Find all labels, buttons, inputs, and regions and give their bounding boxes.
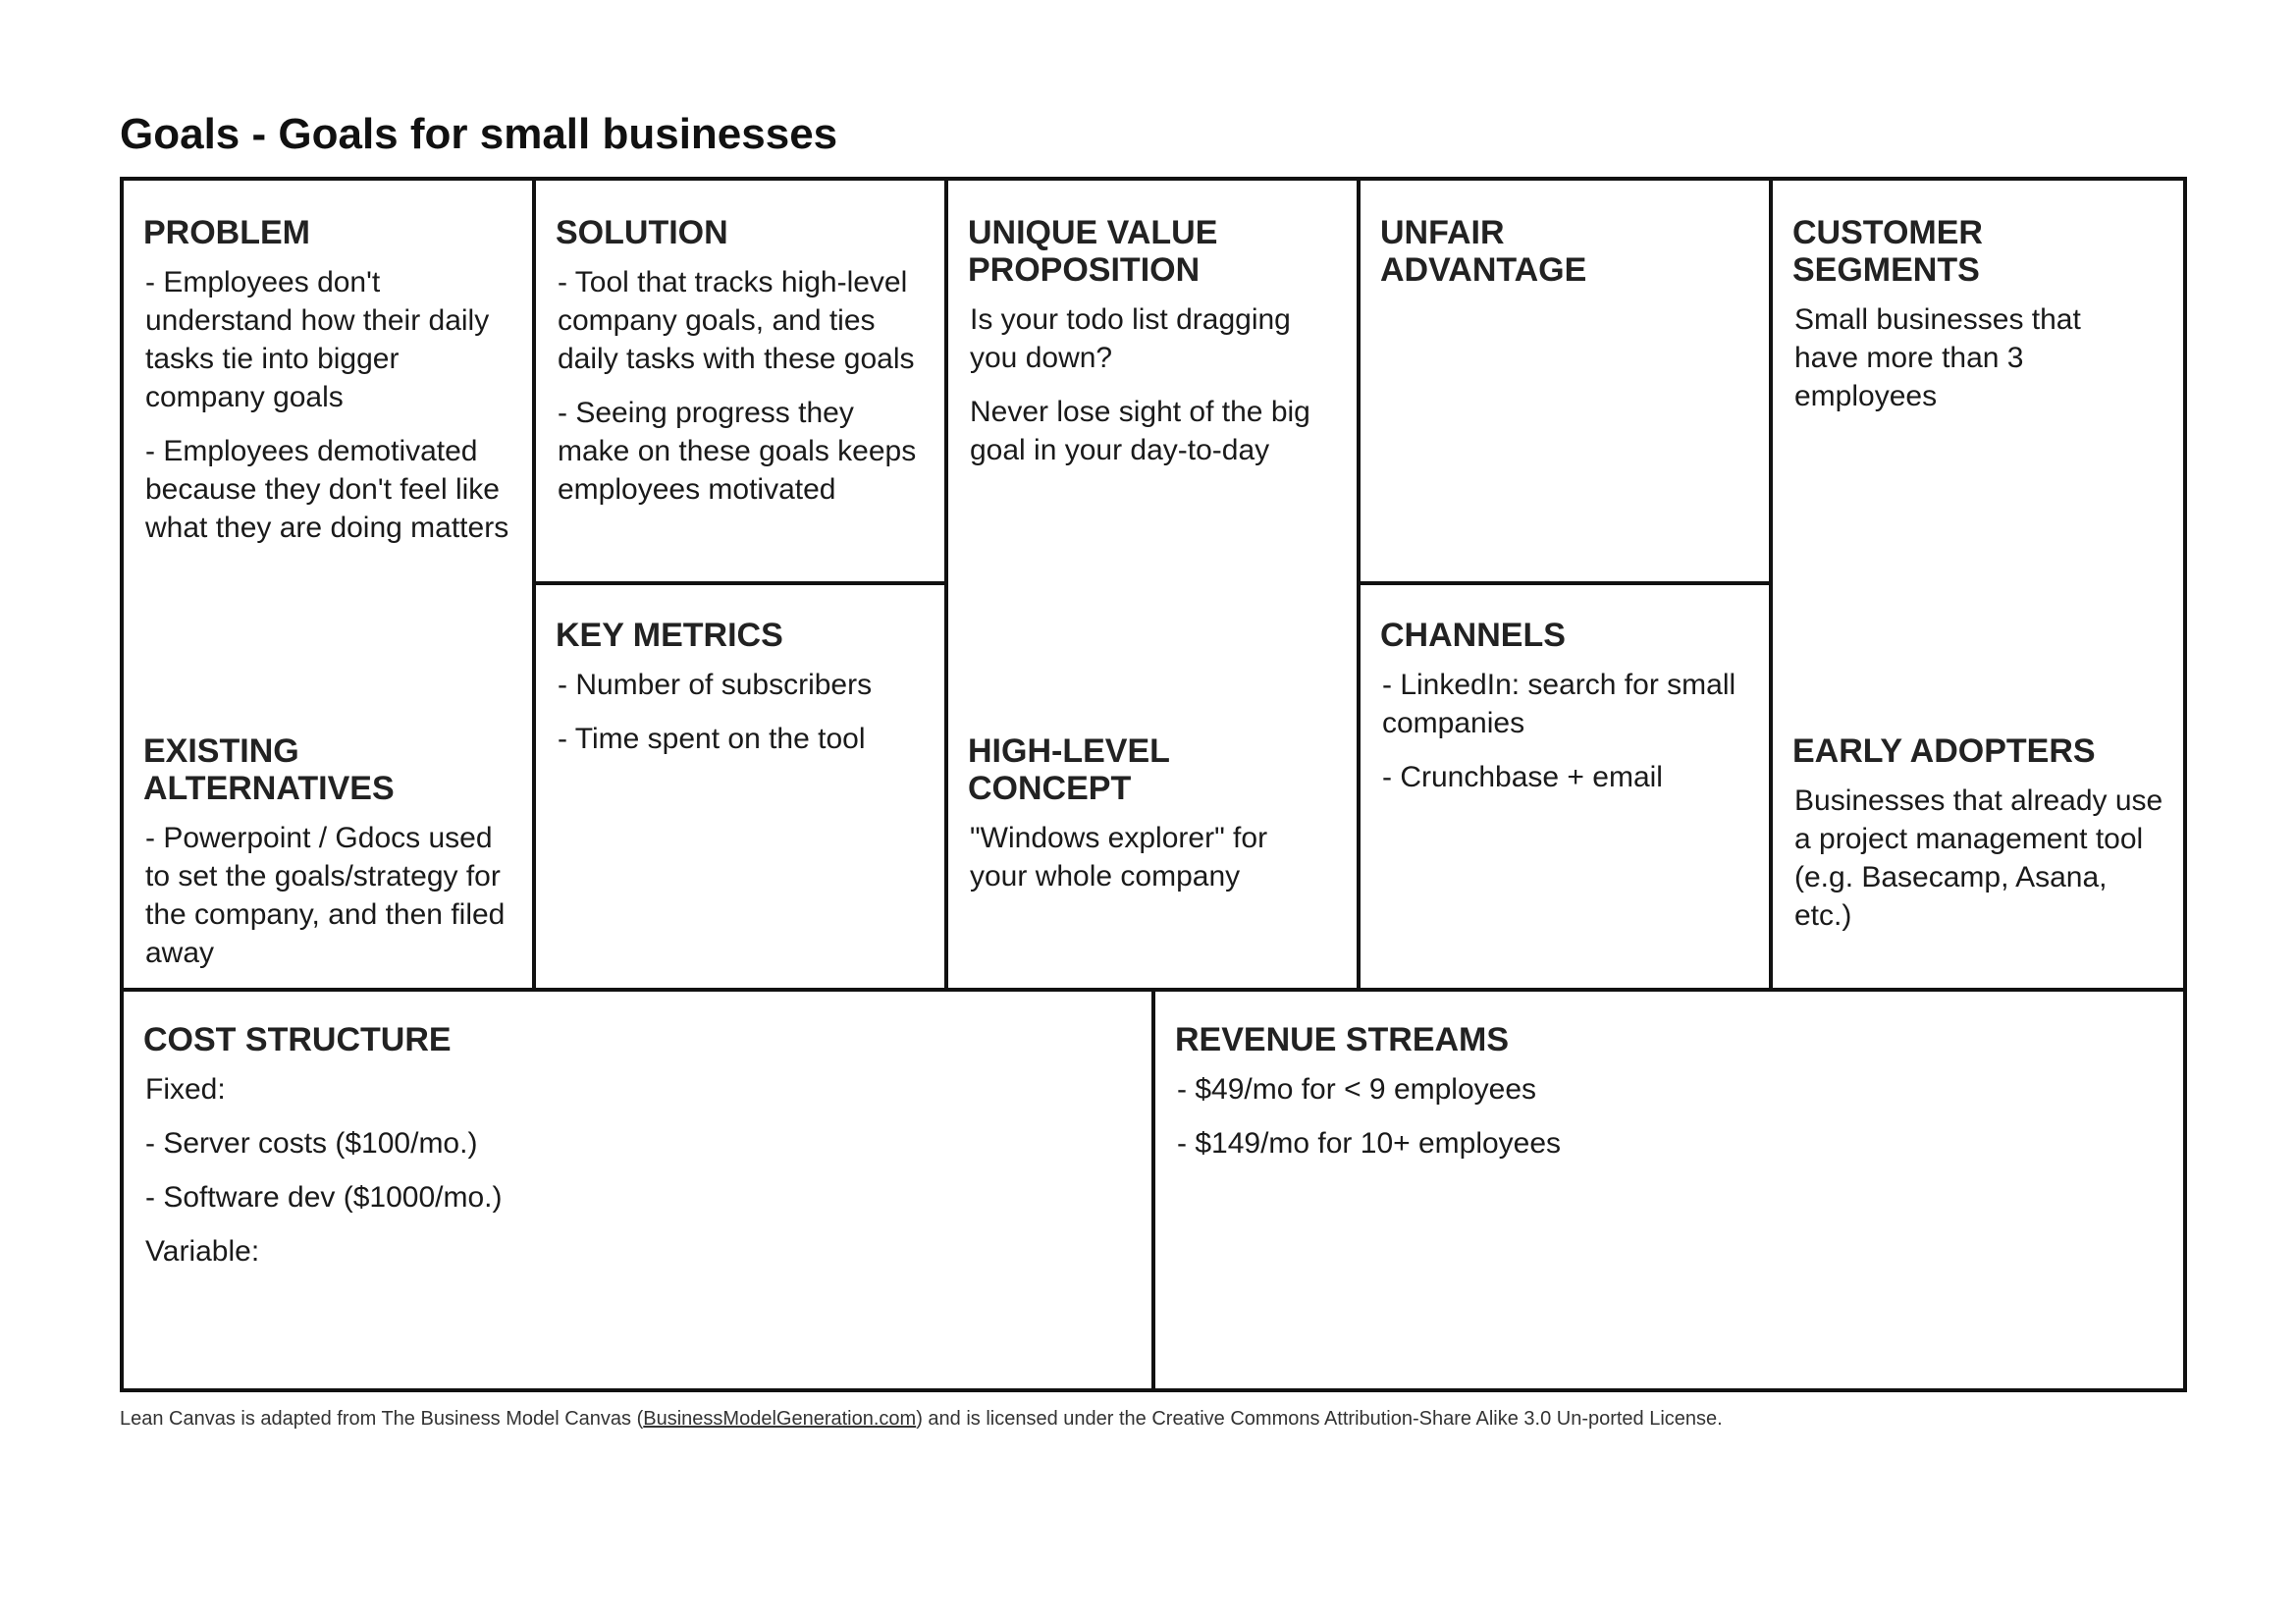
high-level-concept-title: HIGH-LEVEL CONCEPT — [968, 732, 1170, 807]
cost-structure-title: COST STRUCTURE — [143, 1021, 452, 1058]
problem-block — [143, 214, 516, 563]
solution-item: - Seeing progress they make on these goals keeps employees motivated — [558, 397, 917, 506]
key-metrics-title: KEY METRICS — [556, 617, 783, 654]
divider — [536, 581, 944, 585]
solution-item: - Tool that tracks high-level company goals, and ties daily tasks with these goals — [558, 266, 915, 375]
channels-title: CHANNELS — [1380, 617, 1566, 654]
key-metrics-item: - Number of subscribers — [558, 669, 873, 701]
key-metrics-item: - Time spent on the tool — [558, 723, 866, 755]
customer-segments-item: Small businesses that have more than 3 employees — [1794, 303, 2081, 412]
key-metrics-block — [556, 617, 929, 774]
revenue-streams-title: REVENUE STREAMS — [1175, 1021, 1510, 1058]
unfair-advantage-block — [1380, 214, 1753, 300]
divider — [1151, 988, 1155, 1388]
unique-value-proposition-title: UNIQUE VALUE PROPOSITION — [968, 214, 1218, 289]
problem-item: - Employees demotivated because they don't feel like what they are doing matters — [145, 435, 509, 544]
existing-alternatives-item: - Powerpoint / Gdocs used to set the goals/strategy for the company, and then filed away — [145, 822, 506, 969]
revenue-streams-item: - $49/mo for < 9 employees — [1177, 1073, 1537, 1106]
lean-canvas — [120, 177, 2187, 1392]
business-model-generation-link[interactable]: BusinessModelGeneration.com — [643, 1408, 917, 1430]
license-footer — [120, 1408, 1723, 1431]
problem-item: - Employees don't understand how their daily tasks tie into bigger company goals — [145, 266, 490, 413]
unique-value-proposition-item: Is your todo list dragging you down? — [970, 303, 1291, 374]
unique-value-proposition-item: Never lose sight of the big goal in your day-to-day — [970, 396, 1310, 466]
early-adopters-title: EARLY ADOPTERS — [1792, 732, 2096, 770]
divider — [944, 181, 948, 988]
revenue-streams-block — [1175, 1021, 2157, 1178]
unique-value-proposition-block — [968, 214, 1341, 485]
early-adopters-item: Businesses that already use a project management tool (e.g. Basecamp, Asana, etc.) — [1794, 784, 2163, 932]
footer-text-before: Lean Canvas is adapted from The Business Model Canvas ( — [120, 1408, 644, 1430]
solution-block — [556, 214, 929, 524]
revenue-streams-item: - $149/mo for 10+ employees — [1177, 1127, 1562, 1160]
cost-structure-block — [143, 1021, 1125, 1286]
divider — [1769, 181, 1773, 988]
page-title: Goals - Goals for small businesses — [120, 110, 838, 158]
existing-alternatives-block — [143, 732, 516, 988]
footer-text-after: ) and is licensed under the Creative Commons Attribution-Share Alike 3.0 Un-ported License. — [916, 1408, 1723, 1430]
high-level-concept-block — [968, 732, 1341, 911]
cost-structure-item: - Server costs ($100/mo.) — [145, 1127, 478, 1160]
problem-title: PROBLEM — [143, 214, 310, 251]
high-level-concept-item: "Windows explorer" for your whole company — [970, 822, 1268, 893]
solution-title: SOLUTION — [556, 214, 728, 251]
early-adopters-block — [1792, 732, 2165, 950]
existing-alternatives-title: EXISTING ALTERNATIVES — [143, 732, 395, 807]
divider — [1361, 581, 1769, 585]
cost-structure-item: Variable: — [145, 1235, 260, 1268]
cost-structure-item: - Software dev ($1000/mo.) — [145, 1181, 503, 1214]
unfair-advantage-title: UNFAIR ADVANTAGE — [1380, 214, 1587, 289]
channels-item: - Crunchbase + email — [1382, 761, 1663, 793]
channels-block — [1380, 617, 1753, 812]
customer-segments-block — [1792, 214, 2165, 431]
channels-item: - LinkedIn: search for small companies — [1382, 669, 1736, 739]
cost-structure-item: Fixed: — [145, 1073, 226, 1106]
customer-segments-title: CUSTOMER SEGMENTS — [1792, 214, 1983, 289]
